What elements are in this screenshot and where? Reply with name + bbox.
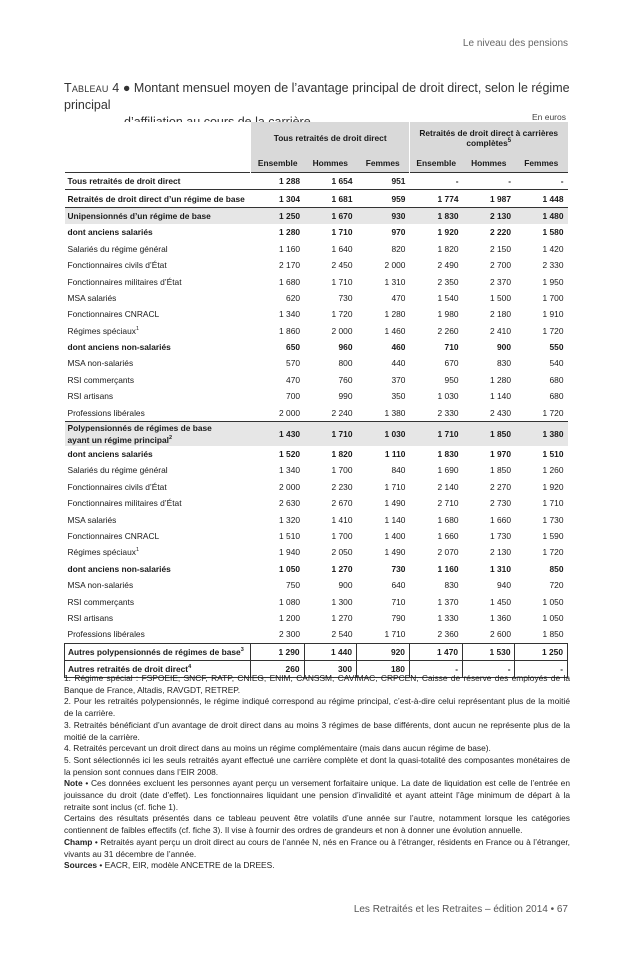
value-cell: 1 510	[542, 449, 564, 460]
footnote: 5. Sont sélectionnés ici les seuls retraités ayant effectué une carrière complète et dont la quasi-totalité des composantes monétaires de la pension sont connues dans l’EIR 2008.	[64, 754, 570, 777]
value-cell: 1 580	[542, 227, 564, 238]
value-cell: 2 000	[279, 407, 301, 418]
value-cell: 1 720	[542, 407, 564, 418]
value-cell: 940	[497, 580, 511, 591]
table-row	[65, 511, 568, 527]
table-row	[65, 626, 568, 643]
value-cell: 540	[549, 358, 564, 369]
footnote: 1. Régime spécial : FSPOEIE, SNCF, RATP, CNIEG, ENIM, CANSSM, CAVIMAC, CRPCEN, Caisse de réserve des employés de la Banque de France, Altadis, RAVGDT, RETREP.	[64, 673, 570, 695]
value-cell: 260	[251, 660, 304, 677]
value-cell: 1 850	[542, 629, 564, 640]
value-cell: 720	[549, 580, 564, 591]
value-cell: 180	[356, 660, 409, 677]
value-cell: 760	[338, 374, 353, 385]
value-cell: 1 987	[463, 190, 515, 207]
value-cell: 2 180	[490, 309, 511, 320]
value-cell: 640	[391, 580, 406, 591]
value-cell: 1 670	[304, 207, 356, 224]
value-cell: -	[515, 173, 568, 190]
row-label: Fonctionnaires militaires d’État	[67, 276, 182, 287]
row-label: Autres retraités de droit direct$^4$	[65, 660, 251, 677]
value-cell: 1 720	[331, 309, 353, 320]
value-cell: 1 980	[437, 309, 459, 320]
value-cell: 1 950	[542, 276, 564, 287]
footnotes	[64, 673, 570, 778]
value-cell: 1 660	[437, 531, 459, 541]
value-cell: 350	[391, 391, 406, 402]
value-cell: -	[409, 173, 462, 190]
value-cell: 2 710	[437, 498, 459, 509]
value-cell: 1 540	[437, 292, 459, 303]
table-row	[65, 290, 568, 306]
column-header: Ensemble	[251, 154, 304, 173]
value-cell: 920	[356, 643, 409, 660]
value-cell: 1 820	[437, 243, 459, 254]
value-cell: 1 680	[279, 276, 301, 287]
value-cell: 1 304	[251, 190, 304, 207]
value-cell: 570	[286, 358, 301, 369]
value-cell: 300	[304, 660, 356, 677]
row-label: MSA non-salariés	[67, 358, 134, 369]
value-cell: 1 710	[542, 498, 564, 509]
row-label: RSI artisans	[67, 391, 114, 402]
sub-header-row	[65, 154, 568, 173]
value-cell: 1 290	[251, 643, 304, 660]
row-label: Autres polypensionnés de régimes de base$^3$	[65, 643, 251, 660]
value-cell: 1 820	[331, 449, 353, 460]
notes-block	[64, 673, 570, 872]
table-number: Tableau 4	[64, 81, 120, 95]
value-cell: 1 360	[490, 612, 511, 623]
table-row	[65, 388, 568, 404]
table-row	[65, 173, 568, 190]
value-cell: 2 490	[437, 260, 459, 271]
value-cell: 830	[497, 358, 511, 369]
table-row	[65, 446, 568, 462]
value-cell: 1 260	[542, 465, 564, 476]
value-cell: 1 710	[304, 421, 356, 446]
value-cell: 1 730	[490, 531, 511, 541]
row-label: Fonctionnaires civils d’État	[67, 260, 167, 271]
value-cell: 2 150	[490, 243, 511, 254]
value-cell: 2 410	[490, 325, 511, 336]
value-cell: 1 710	[331, 227, 353, 238]
value-cell: 2 050	[331, 547, 353, 558]
table-row	[65, 273, 568, 289]
pension-table	[64, 122, 568, 678]
value-cell: 1 490	[384, 498, 406, 509]
table-row	[65, 339, 568, 355]
value-cell: 2 220	[490, 227, 511, 238]
value-cell: 1 700	[542, 292, 564, 303]
value-cell: 1 280	[279, 227, 301, 238]
value-cell: 951	[356, 173, 409, 190]
value-cell: 1 830	[437, 449, 459, 460]
value-cell: 1 288	[251, 173, 304, 190]
value-cell: 1 200	[279, 612, 301, 623]
value-cell: 2 000	[279, 481, 301, 492]
value-cell: 1 110	[384, 449, 406, 460]
value-cell: 1 080	[279, 596, 301, 607]
value-cell: 820	[391, 243, 406, 254]
value-cell: 2 630	[279, 498, 301, 509]
value-cell: 2 330	[437, 407, 459, 418]
value-cell: 1 400	[384, 531, 406, 541]
value-cell: 2 240	[331, 407, 353, 418]
value-cell: 1 340	[279, 309, 301, 320]
value-cell: 1 850	[490, 465, 511, 476]
value-cell: 1 410	[331, 514, 353, 525]
value-cell: 1 660	[490, 514, 511, 525]
value-cell: 1 440	[304, 643, 356, 660]
value-cell: -	[463, 660, 515, 677]
row-label: RSI commerçants	[67, 596, 135, 607]
champ-paragraph: Champ • Retraités ayant perçu un droit direct au cours de l’année N, nés en France ou à l’étranger, résidents en France ou à l’étranger, vivants au 31 décembre de l’année.	[64, 836, 570, 859]
table-row	[65, 404, 568, 421]
row-label: Polypensionnés de régimes de base ayant un régime principal$^2$	[65, 421, 251, 446]
group-header-complete: Retraités de droit direct à carrières complètes$^5$	[409, 122, 567, 154]
value-cell: 2 540	[331, 629, 353, 640]
table-row	[65, 462, 568, 478]
value-cell: 550	[549, 342, 564, 353]
value-cell: 1 710	[409, 421, 462, 446]
footnote: 2. Pour les retraités polypensionnés, le régime indiqué correspond au régime principal, c’est-à-dire celui représentant plus de la moitié de la carrière.	[64, 696, 570, 719]
row-label: Fonctionnaires militaires d’État	[67, 498, 182, 509]
value-cell: 650	[286, 342, 301, 353]
value-cell: 730	[338, 292, 353, 303]
table-row	[65, 207, 568, 224]
table-row	[65, 224, 568, 240]
column-header: Femmes	[356, 154, 409, 173]
table-row	[65, 190, 568, 207]
column-header: Hommes	[463, 154, 515, 173]
value-cell: 1 270	[331, 612, 353, 623]
value-cell: 1 160	[437, 563, 459, 574]
value-cell: 1 681	[304, 190, 356, 207]
value-cell: 1 510	[279, 531, 301, 541]
value-cell: 1 140	[384, 514, 406, 525]
row-label: dont anciens non-salariés	[67, 563, 171, 574]
value-cell: 1 310	[384, 276, 406, 287]
value-cell: 1 050	[542, 596, 564, 607]
sources-paragraph: Sources • EACR, EIR, modèle ANCETRE de la DREES.	[64, 860, 275, 871]
value-cell: 900	[338, 580, 353, 591]
row-label: Salariés du régime général	[67, 243, 168, 254]
value-cell: 1 970	[490, 449, 511, 460]
value-cell: 1 680	[437, 514, 459, 525]
table-row	[65, 544, 568, 560]
table-row	[65, 323, 568, 339]
value-cell: 1 450	[490, 596, 511, 607]
row-label: Fonctionnaires CNRACL	[67, 309, 160, 320]
value-cell: 1 920	[542, 481, 564, 492]
value-cell: 2 300	[279, 629, 301, 640]
table-row	[65, 355, 568, 371]
value-cell: 2 670	[331, 498, 353, 509]
value-cell: 2 130	[463, 207, 515, 224]
value-cell: 1 430	[251, 421, 304, 446]
value-cell: 1 270	[331, 563, 353, 574]
value-cell: 1 300	[331, 596, 353, 607]
row-label: Tous retraités de droit direct	[65, 173, 251, 190]
value-cell: 1 590	[542, 531, 564, 541]
value-cell: 1 140	[490, 391, 511, 402]
row-label: Régimes spéciaux$^1$	[67, 547, 139, 558]
table-row	[65, 528, 568, 544]
table-row	[65, 610, 568, 626]
table-row	[65, 561, 568, 577]
row-label: dont anciens non-salariés	[67, 342, 171, 353]
row-label: dont anciens salariés	[67, 449, 153, 460]
value-cell: 1 050	[542, 612, 564, 623]
value-cell: 620	[286, 292, 301, 303]
row-label: Fonctionnaires CNRACL	[67, 531, 160, 541]
value-cell: 840	[391, 465, 406, 476]
value-cell: 2 450	[331, 260, 353, 271]
title-bullet: ●	[122, 81, 131, 95]
value-cell: 1 490	[384, 547, 406, 558]
value-cell: 830	[444, 580, 459, 591]
value-cell: 1 520	[279, 449, 301, 460]
table-row	[65, 372, 568, 388]
column-header: Hommes	[304, 154, 356, 173]
value-cell: 710	[391, 596, 406, 607]
value-cell: 2 370	[490, 276, 511, 287]
value-cell: 2 730	[490, 498, 511, 509]
value-cell: -	[463, 173, 515, 190]
value-cell: 1 160	[279, 243, 301, 254]
value-cell: 460	[391, 342, 406, 353]
table-row	[65, 257, 568, 273]
value-cell: 1 640	[331, 243, 353, 254]
value-cell: 2 350	[437, 276, 459, 287]
value-cell: 900	[497, 342, 511, 353]
value-cell: 680	[549, 374, 564, 385]
row-label: Salariés du régime général	[67, 465, 168, 476]
value-cell: 960	[338, 342, 353, 353]
value-cell: 1 860	[279, 325, 301, 336]
value-cell: 1 830	[409, 207, 462, 224]
value-cell: 440	[391, 358, 406, 369]
title-line-1: Montant mensuel moyen de l’avantage principal de droit direct, selon le régime principal	[64, 81, 570, 112]
table-row	[65, 495, 568, 511]
column-header: Femmes	[515, 154, 568, 173]
unit-label: En euros	[531, 112, 566, 122]
value-cell: 1 380	[384, 407, 406, 418]
note-paragraph: Note • Ces données excluent les personnes ayant perçu un versement forfaitaire unique. La date de liquidation est celle de l’entrée en jouissance du droit (date d’effet). Les fonctionnaires liquidant une pension d’invalidité et ayant atteint l’âge minimum de départ à la retraite sont inclus (cf. fiche 1).	[64, 778, 570, 812]
value-cell: 1 280	[384, 309, 406, 320]
value-cell: 2 170	[279, 260, 301, 271]
value-cell: 2 260	[437, 325, 459, 336]
value-cell: 1 720	[542, 325, 564, 336]
value-cell: -	[409, 660, 462, 677]
row-label: Professions libérales	[67, 629, 145, 640]
value-cell: 750	[286, 580, 301, 591]
value-cell: 2 270	[490, 481, 511, 492]
value-cell: 970	[391, 227, 406, 238]
footnote: 4. Retraités percevant un droit direct dans au moins un régime complémentaire (mais dans aucun régime de base).	[64, 743, 491, 754]
table-row	[65, 421, 568, 446]
row-label: MSA salariés	[67, 514, 117, 525]
value-cell: 1 700	[331, 465, 353, 476]
value-cell: 1 774	[409, 190, 462, 207]
value-cell: 1 448	[515, 190, 568, 207]
running-header: Le niveau des pensions	[462, 38, 568, 49]
value-cell: 1 710	[384, 481, 406, 492]
row-label: Professions libérales	[67, 407, 145, 418]
value-cell: 1 380	[515, 421, 568, 446]
value-cell: 1 420	[542, 243, 564, 254]
row-label: MSA salariés	[67, 292, 117, 303]
value-cell: 1 720	[542, 547, 564, 558]
row-label: Régimes spéciaux$^1$	[67, 325, 139, 336]
value-cell: 1 700	[331, 531, 353, 541]
value-cell: -	[515, 660, 568, 677]
value-cell: 2 140	[437, 481, 459, 492]
column-header: Ensemble	[409, 154, 462, 173]
footnote: 3. Retraités bénéficiant d’un avantage de droit direct dans au moins 3 régimes de base différents, dont aucun ne représente plus de la moitié de la carrière.	[64, 719, 570, 742]
value-cell: 990	[338, 391, 353, 402]
value-cell: 470	[391, 292, 406, 303]
table-row	[65, 241, 568, 257]
value-cell: 790	[391, 612, 406, 623]
value-cell: 1 690	[437, 465, 459, 476]
value-cell: 1 500	[490, 292, 511, 303]
value-cell: 2 070	[437, 547, 459, 558]
value-cell: 730	[391, 563, 406, 574]
table-row	[65, 306, 568, 322]
page-footer: Les Retraités et les Retraites – édition 2014 • 67	[353, 904, 568, 915]
value-cell: 2 000	[384, 260, 406, 271]
value-cell: 1 250	[515, 643, 568, 660]
row-label: dont anciens salariés	[67, 227, 153, 238]
row-label: RSI commerçants	[67, 374, 135, 385]
value-cell: 1 940	[279, 547, 301, 558]
table-body	[65, 173, 568, 678]
value-cell: 2 000	[331, 325, 353, 336]
group-header-all: Tous retraités de droit direct	[251, 122, 410, 154]
value-cell: 2 430	[490, 407, 511, 418]
value-cell: 1 910	[542, 309, 564, 320]
value-cell: 1 340	[279, 465, 301, 476]
value-cell: 2 330	[542, 260, 564, 271]
value-cell: 1 480	[515, 207, 568, 224]
value-cell: 2 360	[437, 629, 459, 640]
value-cell: 1 030	[356, 421, 409, 446]
value-cell: 1 320	[279, 514, 301, 525]
value-cell: 1 920	[437, 227, 459, 238]
value-cell: 710	[444, 342, 459, 353]
value-cell: 1 310	[490, 563, 511, 574]
table-row	[65, 479, 568, 495]
value-cell: 1 710	[384, 629, 406, 640]
value-cell: 680	[549, 391, 564, 402]
value-cell: 1 370	[437, 596, 459, 607]
row-label: MSA non-salariés	[67, 580, 134, 591]
table-row	[65, 593, 568, 609]
value-cell: 1 470	[409, 643, 462, 660]
value-cell: 930	[356, 207, 409, 224]
row-label: Unipensionnés d’un régime de base	[65, 207, 251, 224]
value-cell: 1 050	[279, 563, 301, 574]
value-cell: 1 850	[463, 421, 515, 446]
row-label: Retraités de droit direct d’un régime de base	[65, 190, 251, 207]
value-cell: 2 230	[331, 481, 353, 492]
row-label: RSI artisans	[67, 612, 114, 623]
value-cell: 470	[286, 374, 301, 385]
table-row	[65, 643, 568, 660]
value-cell: 700	[286, 391, 301, 402]
note-paragraph-2: Certains des résultats présentés dans ce tableau peuvent être volatils d’une année sur l’autre, notamment lorsque les catégories contiennent de faibles effectifs (cf. fiche 3). Il vise à fournir des ordres de grandeurs et non à donner une évolution annuelle.	[64, 813, 570, 836]
value-cell: 2 130	[490, 547, 511, 558]
value-cell: 1 330	[437, 612, 459, 623]
value-cell: 1 460	[384, 325, 406, 336]
value-cell: 1 730	[542, 514, 564, 525]
value-cell: 670	[444, 358, 459, 369]
value-cell: 800	[338, 358, 353, 369]
value-cell: 1 530	[463, 643, 515, 660]
value-cell: 1 030	[437, 391, 459, 402]
table-row	[65, 577, 568, 593]
corner-cell	[65, 122, 251, 154]
value-cell: 959	[356, 190, 409, 207]
value-cell: 2 600	[490, 629, 511, 640]
value-cell: 1 654	[304, 173, 356, 190]
value-cell: 1 250	[251, 207, 304, 224]
value-cell: 1 280	[490, 374, 511, 385]
value-cell: 2 700	[490, 260, 511, 271]
value-cell: 950	[444, 374, 459, 385]
value-cell: 370	[391, 374, 406, 385]
value-cell: 850	[549, 563, 564, 574]
row-label: Fonctionnaires civils d’État	[67, 481, 167, 492]
value-cell: 1 710	[331, 276, 353, 287]
